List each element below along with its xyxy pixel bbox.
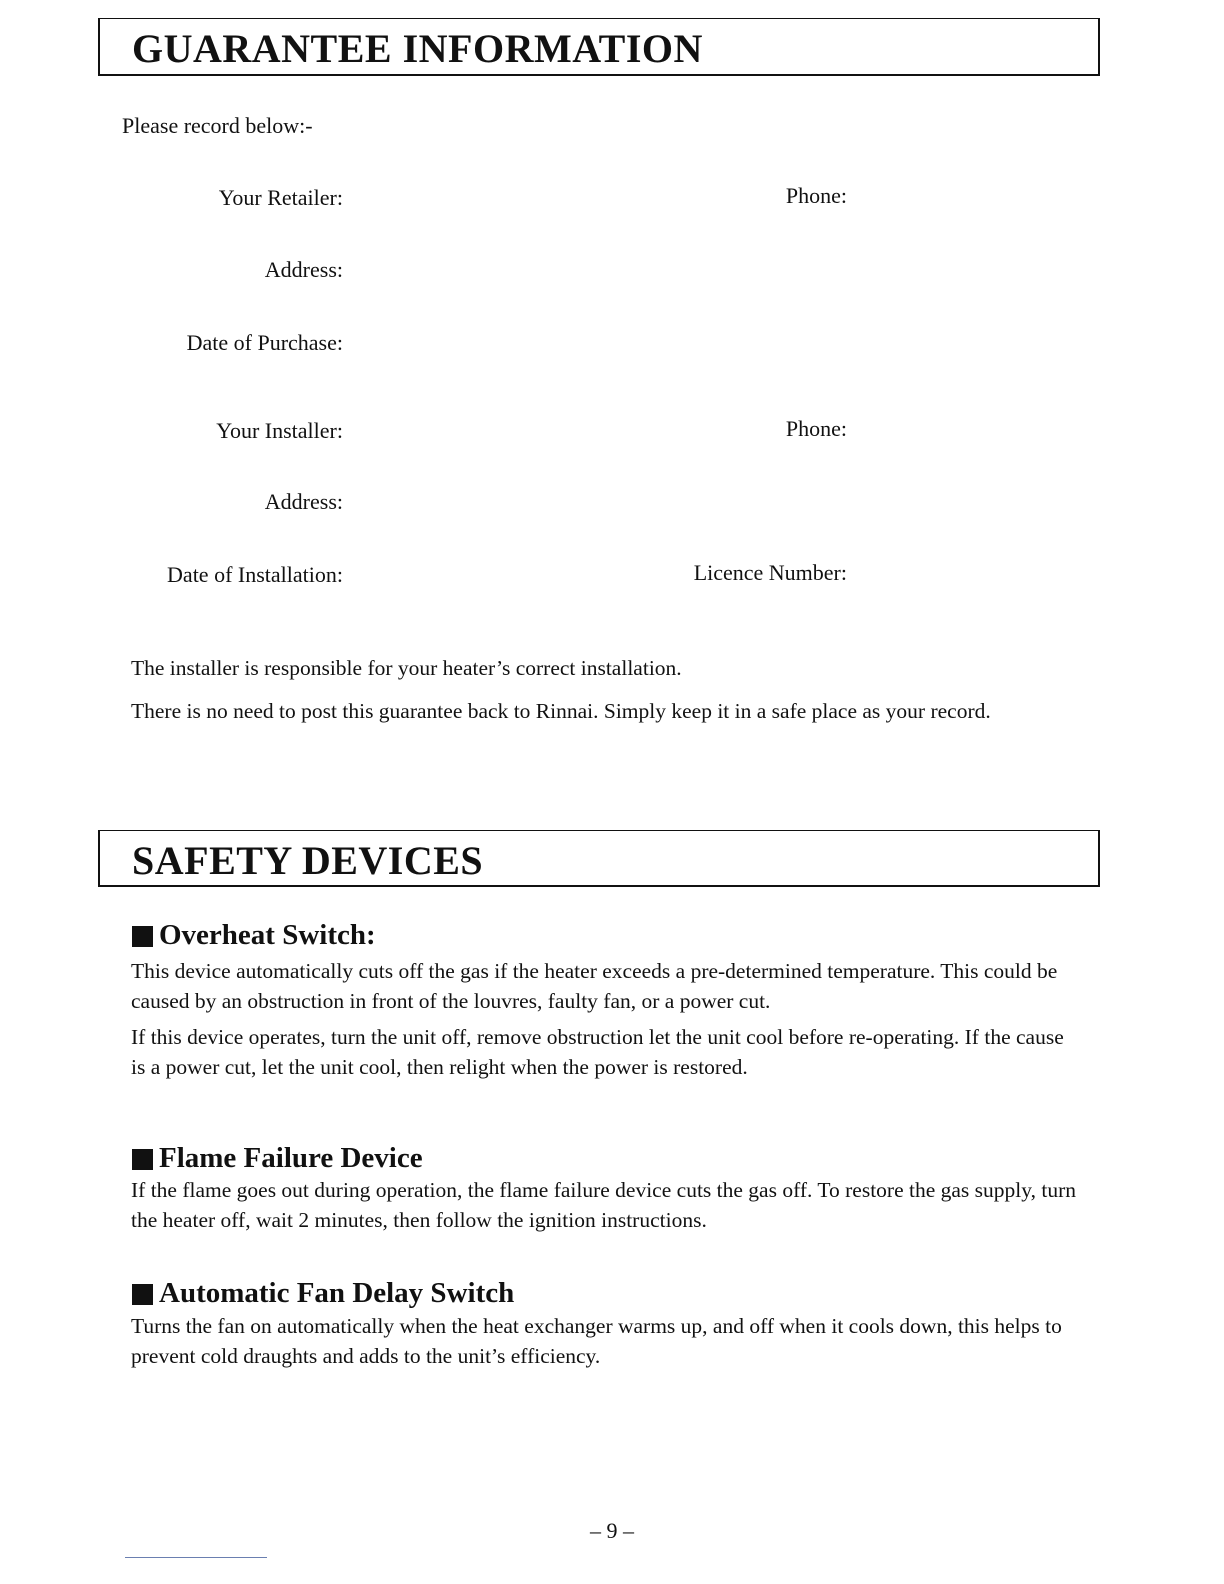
retailer-address-label: Address:	[264, 257, 343, 282]
guarantee-keep-note: There is no need to post this guarantee back to Rinnai. Simply keep it in a safe place as your record.	[131, 699, 991, 723]
record-intro: Please record below:-	[122, 113, 313, 138]
guarantee-title: GUARANTEE INFORMATION	[132, 26, 703, 71]
flame-failure-heading-text: Flame Failure Device	[159, 1142, 423, 1174]
installation-date-label: Date of Installation:	[167, 562, 343, 587]
square-bullet-icon	[132, 1149, 153, 1170]
flame-failure-description: If the flame goes out during operation, the flame failure device cuts the gas off. To restore the gas supply, turn the heater off, wait 2 minutes, then follow the ignition instructions.	[131, 1178, 1077, 1232]
flame-failure-heading	[132, 1141, 423, 1175]
fan-delay-description: Turns the fan on automatically when the heat exchanger warms up, and off when it cools down, this helps to prevent cold draughts and adds to the unit’s efficiency.	[131, 1314, 1062, 1368]
page-number: – 9 –	[590, 1518, 634, 1543]
retailer-label: Your Retailer:	[218, 185, 343, 210]
square-bullet-icon	[132, 1284, 153, 1305]
installer-phone-label: Phone:	[785, 416, 847, 441]
overheat-heading	[132, 918, 376, 952]
installer-address-label: Address:	[264, 489, 343, 514]
safety-section-header	[98, 830, 1100, 887]
square-bullet-icon	[132, 926, 153, 947]
overheat-instructions: If this device operates, turn the unit off, remove obstruction let the unit cool before re-operating. If the cause is a power cut, let the unit cool, then relight when the power is restored.	[131, 1025, 1064, 1079]
licence-number-label: Licence Number:	[693, 560, 847, 585]
fan-delay-heading	[132, 1276, 514, 1310]
fan-delay-heading-text: Automatic Fan Delay Switch	[159, 1277, 515, 1309]
retailer-phone-label: Phone:	[785, 183, 847, 208]
safety-title: SAFETY DEVICES	[132, 838, 484, 883]
installer-label: Your Installer:	[216, 418, 343, 443]
purchase-date-label: Date of Purchase:	[186, 330, 343, 355]
overheat-description: This device automatically cuts off the gas if the heater exceeds a pre-determined temperature. This could be caused by an obstruction in front of the louvres, faulty fan, or a power cut.	[131, 959, 1058, 1013]
overheat-heading-text: Overheat Switch:	[159, 919, 376, 951]
footer-rule	[125, 1557, 267, 1558]
installer-responsibility-note: The installer is responsible for your heater’s correct installation.	[131, 656, 682, 680]
guarantee-section-header	[98, 18, 1100, 76]
